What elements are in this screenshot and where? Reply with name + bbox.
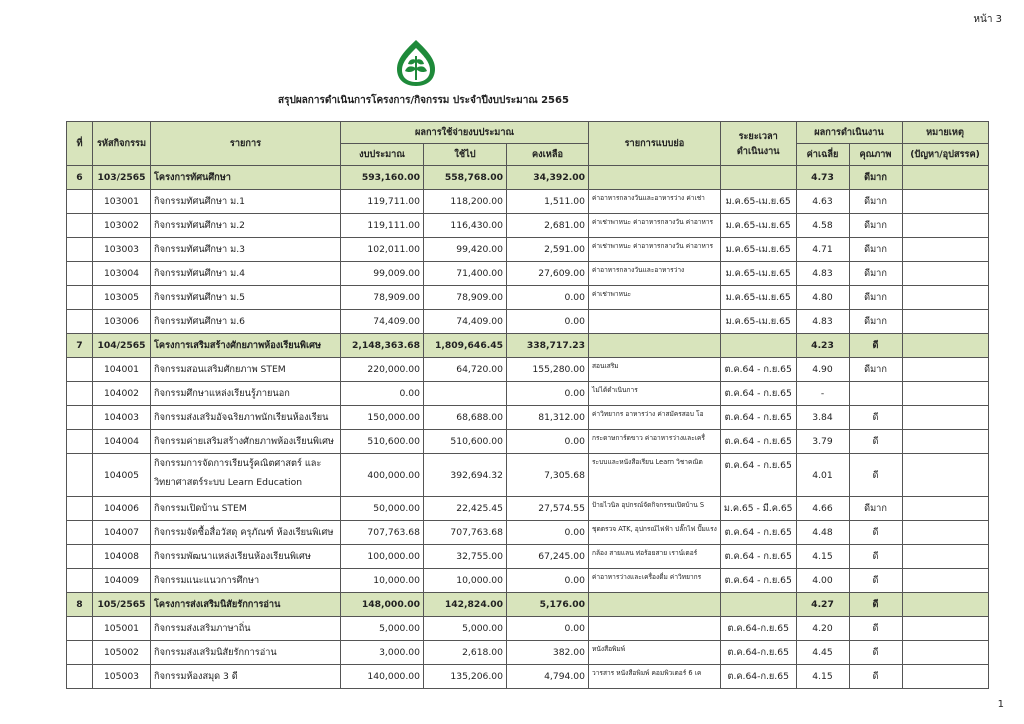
cell-name: กิจกรรมส่งเสริมอัจฉริยภาพนักเรียนห้องเรียน	[151, 406, 341, 430]
cell-name: กิจกรรมสอนเสริมศักยภาพ STEM	[151, 358, 341, 382]
header-period	[720, 122, 796, 166]
cell-note	[902, 334, 988, 358]
cell-note	[902, 238, 988, 262]
cell-budget: 3,000.00	[341, 641, 424, 665]
cell-name: กิจกรรมทัศนศึกษา ม.4	[151, 262, 341, 286]
cell-remain: 67,245.00	[507, 545, 589, 569]
cell-no	[67, 358, 93, 382]
activity-row	[67, 190, 989, 214]
cell-period: ต.ค.64 - ก.ย.65	[720, 545, 796, 569]
cell-code: 105003	[93, 665, 151, 689]
cell-quality: ดีมาก	[849, 497, 902, 521]
cell-quality: ดี	[849, 617, 902, 641]
page-title: สรุปผลการดำเนินการโครงการ/กิจกรรม ประจำปีงบประมาณ 2565	[278, 95, 569, 106]
cell-name: โครงการเสริมสร้างศักยภาพห้องเรียนพิเศษ	[151, 334, 341, 358]
cell-code: 104007	[93, 521, 151, 545]
cell-period: ม.ค.65-เม.ย.65	[720, 310, 796, 334]
cell-period: ม.ค.65-เม.ย.65	[720, 190, 796, 214]
cell-summary	[589, 334, 721, 358]
cell-budget: 10,000.00	[341, 569, 424, 593]
cell-summary	[589, 310, 721, 334]
cell-avg: 4.23	[796, 334, 849, 358]
cell-code: 105001	[93, 617, 151, 641]
cell-no	[67, 454, 93, 497]
cell-period: ต.ค.64 - ก.ย.65	[720, 358, 796, 382]
cell-note	[902, 617, 988, 641]
cell-name: กิจกรรมค่ายเสริมสร้างศักยภาพห้องเรียนพิเศษ	[151, 430, 341, 454]
cell-remain: 155,280.00	[507, 358, 589, 382]
cell-budget: 100,000.00	[341, 545, 424, 569]
cell-code: 104/2565	[93, 334, 151, 358]
cell-remain: 0.00	[507, 569, 589, 593]
cell-period: ต.ค.64 - ก.ย.65	[720, 454, 796, 497]
cell-avg: 4.71	[796, 238, 849, 262]
cell-avg: 3.84	[796, 406, 849, 430]
cell-note	[902, 593, 988, 617]
cell-summary: ป้ายไวนิล อุปกรณ์จัดกิจกรรมเปิดบ้าน S	[589, 497, 721, 521]
cell-period: ต.ค.64 - ก.ย.65	[720, 382, 796, 406]
cell-spent: 392,694.32	[424, 454, 507, 497]
cell-note	[902, 262, 988, 286]
activity-row	[67, 665, 989, 689]
cell-spent: 99,420.00	[424, 238, 507, 262]
cell-remain: 5,176.00	[507, 593, 589, 617]
cell-summary: หนังสือพิมพ์	[589, 641, 721, 665]
cell-spent: 135,206.00	[424, 665, 507, 689]
cell-quality: ดีมาก	[849, 214, 902, 238]
cell-remain: 34,392.00	[507, 166, 589, 190]
cell-period: ต.ค.64-ก.ย.65	[720, 617, 796, 641]
activity-row	[67, 521, 989, 545]
activity-row	[67, 310, 989, 334]
cell-summary: ค่าอาหารกลางวันและอาหารว่าง	[589, 262, 721, 286]
cell-note	[902, 406, 988, 430]
corner-mark: 1	[997, 699, 1004, 710]
cell-avg: 4.45	[796, 641, 849, 665]
cell-remain: 2,591.00	[507, 238, 589, 262]
activity-row	[67, 641, 989, 665]
cell-spent: 68,688.00	[424, 406, 507, 430]
cell-summary	[589, 617, 721, 641]
cell-quality: ดี	[849, 665, 902, 689]
cell-summary: ค่าเช่าพาหนะ ค่าอาหารกลางวัน ค่าอาหาร	[589, 238, 721, 262]
cell-no	[67, 617, 93, 641]
cell-name: กิจกรรมจัดซื้อสื่อวัสดุ ครุภัณฑ์ ห้องเรียนพิเศษ	[151, 521, 341, 545]
cell-avg: 4.83	[796, 310, 849, 334]
cell-note	[902, 454, 988, 497]
cell-remain: 27,574.55	[507, 497, 589, 521]
cell-avg: -	[796, 382, 849, 406]
cell-note	[902, 665, 988, 689]
cell-spent: 2,618.00	[424, 641, 507, 665]
cell-budget: 78,909.00	[341, 286, 424, 310]
cell-quality: ดีมาก	[849, 358, 902, 382]
cell-budget: 74,409.00	[341, 310, 424, 334]
header-spent: ใช้ไป	[424, 144, 507, 166]
cell-budget: 220,000.00	[341, 358, 424, 382]
activity-row	[67, 569, 989, 593]
cell-avg: 4.15	[796, 545, 849, 569]
cell-quality: ดีมาก	[849, 190, 902, 214]
header-period-line2: ดำเนินงาน	[736, 145, 780, 157]
activity-row	[67, 382, 989, 406]
activity-row	[67, 286, 989, 310]
header-result-group: ผลการดำเนินงาน	[796, 122, 902, 144]
cell-avg: 4.27	[796, 593, 849, 617]
cell-note	[902, 214, 988, 238]
cell-budget: 50,000.00	[341, 497, 424, 521]
cell-quality: ดีมาก	[849, 286, 902, 310]
cell-code: 104008	[93, 545, 151, 569]
cell-summary	[589, 166, 721, 190]
cell-quality: ดี	[849, 406, 902, 430]
cell-quality: ดีมาก	[849, 310, 902, 334]
header-summary: รายการแบบย่อ	[589, 122, 721, 166]
header-period-line1: ระยะเวลา	[738, 130, 778, 142]
cell-name: กิจกรรมทัศนศึกษา ม.5	[151, 286, 341, 310]
cell-note	[902, 358, 988, 382]
cell-remain: 0.00	[507, 310, 589, 334]
header-budget-group: ผลการใช้จ่ายงบประมาณ	[341, 122, 589, 144]
header-code: รหัสกิจกรรม	[93, 122, 151, 166]
cell-no	[67, 310, 93, 334]
cell-no: 8	[67, 593, 93, 617]
cell-spent: 32,755.00	[424, 545, 507, 569]
cell-code: 104003	[93, 406, 151, 430]
cell-budget: 0.00	[341, 382, 424, 406]
cell-code: 103006	[93, 310, 151, 334]
project-row	[67, 593, 989, 617]
cell-name-line2: วิทยาศาสตร์ระบบ Learn Education	[154, 477, 303, 488]
cell-summary: ค่าเช่าพาหนะ	[589, 286, 721, 310]
cell-summary: ค่าอาหารว่างและเครื่องดื่ม ค่าวิทยากร	[589, 569, 721, 593]
cell-avg: 4.15	[796, 665, 849, 689]
activity-row	[67, 406, 989, 430]
cell-code: 105/2565	[93, 593, 151, 617]
school-logo-icon	[393, 38, 439, 88]
project-row	[67, 166, 989, 190]
cell-avg: 4.20	[796, 617, 849, 641]
header-remain: คงเหลือ	[507, 144, 589, 166]
cell-note	[902, 166, 988, 190]
cell-budget: 140,000.00	[341, 665, 424, 689]
activity-row	[67, 214, 989, 238]
cell-no	[67, 214, 93, 238]
cell-summary: กระดาษการ์ดขาว ค่าอาหารว่างและเครื่	[589, 430, 721, 454]
cell-avg: 3.79	[796, 430, 849, 454]
cell-remain: 27,609.00	[507, 262, 589, 286]
cell-name: กิจกรรมส่งเสริมนิสัยรักการอ่าน	[151, 641, 341, 665]
header-item: รายการ	[151, 122, 341, 166]
cell-period: ต.ค.64-ก.ย.65	[720, 641, 796, 665]
cell-name: กิจกรรมพัฒนาแหล่งเรียนห้องเรียนพิเศษ	[151, 545, 341, 569]
cell-remain: 1,511.00	[507, 190, 589, 214]
cell-remain: 2,681.00	[507, 214, 589, 238]
cell-quality	[849, 382, 902, 406]
cell-quality: ดี	[849, 334, 902, 358]
cell-summary: ไม่ได้ดำเนินการ	[589, 382, 721, 406]
cell-code: 104004	[93, 430, 151, 454]
cell-budget: 148,000.00	[341, 593, 424, 617]
cell-summary: สอนเสริม	[589, 358, 721, 382]
cell-note	[902, 545, 988, 569]
cell-avg: 4.00	[796, 569, 849, 593]
cell-budget: 119,111.00	[341, 214, 424, 238]
cell-code: 104001	[93, 358, 151, 382]
cell-spent: 71,400.00	[424, 262, 507, 286]
cell-spent: 558,768.00	[424, 166, 507, 190]
cell-quality: ดีมาก	[849, 238, 902, 262]
cell-note	[902, 286, 988, 310]
cell-budget: 102,011.00	[341, 238, 424, 262]
cell-spent: 10,000.00	[424, 569, 507, 593]
cell-remain: 81,312.00	[507, 406, 589, 430]
cell-name: กิจกรรมทัศนศึกษา ม.1	[151, 190, 341, 214]
cell-quality: ดี	[849, 521, 902, 545]
cell-no	[67, 665, 93, 689]
cell-remain: 338,717.23	[507, 334, 589, 358]
cell-quality: ดี	[849, 545, 902, 569]
cell-summary: ค่าอาหารกลางวันและอาหารว่าง ค่าเช่า	[589, 190, 721, 214]
cell-remain: 0.00	[507, 382, 589, 406]
cell-spent: 118,200.00	[424, 190, 507, 214]
cell-period: ต.ค.64 - ก.ย.65	[720, 430, 796, 454]
cell-name	[151, 454, 341, 497]
cell-note	[902, 521, 988, 545]
cell-quality: ดีมาก	[849, 262, 902, 286]
cell-budget: 5,000.00	[341, 617, 424, 641]
cell-remain: 0.00	[507, 430, 589, 454]
cell-no	[67, 406, 93, 430]
cell-code: 104009	[93, 569, 151, 593]
cell-avg: 4.01	[796, 454, 849, 497]
cell-spent: 74,409.00	[424, 310, 507, 334]
cell-note	[902, 497, 988, 521]
activity-row	[67, 545, 989, 569]
cell-quality: ดี	[849, 430, 902, 454]
cell-spent: 142,824.00	[424, 593, 507, 617]
cell-no: 7	[67, 334, 93, 358]
cell-name-line1: กิจกรรมการจัดการเรียนรู้คณิตศาสตร์ และ	[154, 458, 322, 469]
cell-avg: 4.63	[796, 190, 849, 214]
cell-code: 103002	[93, 214, 151, 238]
cell-remain: 0.00	[507, 521, 589, 545]
cell-spent	[424, 382, 507, 406]
cell-no	[67, 286, 93, 310]
cell-budget: 707,763.68	[341, 521, 424, 545]
results-table	[66, 121, 989, 689]
page-number: หน้า 3	[973, 14, 1002, 25]
cell-period: ต.ค.64 - ก.ย.65	[720, 521, 796, 545]
cell-period: ม.ค.65-เม.ย.65	[720, 286, 796, 310]
cell-name: กิจกรรมทัศนศึกษา ม.6	[151, 310, 341, 334]
cell-summary: ระบบและหนังสือเรียน Learn วิชาคณิต	[589, 454, 721, 497]
activity-row	[67, 358, 989, 382]
cell-quality: ดีมาก	[849, 166, 902, 190]
cell-name: กิจกรรมทัศนศึกษา ม.3	[151, 238, 341, 262]
activity-row	[67, 430, 989, 454]
cell-name: กิจกรรมห้องสมุด 3 ดี	[151, 665, 341, 689]
cell-quality: ดี	[849, 593, 902, 617]
cell-name: โครงการทัศนศึกษา	[151, 166, 341, 190]
cell-avg: 4.73	[796, 166, 849, 190]
cell-remain: 0.00	[507, 617, 589, 641]
cell-name: โครงการส่งเสริมนิสัยรักการอ่าน	[151, 593, 341, 617]
cell-code: 103004	[93, 262, 151, 286]
cell-code: 104006	[93, 497, 151, 521]
cell-no	[67, 430, 93, 454]
cell-no	[67, 497, 93, 521]
activity-row	[67, 262, 989, 286]
cell-avg: 4.58	[796, 214, 849, 238]
activity-row	[67, 497, 989, 521]
cell-no	[67, 641, 93, 665]
cell-summary: ค่าเช่าพาหนะ ค่าอาหารกลางวัน ค่าอาหาร	[589, 214, 721, 238]
cell-period	[720, 166, 796, 190]
cell-period	[720, 334, 796, 358]
cell-no	[67, 238, 93, 262]
cell-budget: 400,000.00	[341, 454, 424, 497]
cell-note	[902, 382, 988, 406]
cell-avg: 4.83	[796, 262, 849, 286]
cell-summary: วารสาร หนังสือพิมพ์ คอมพิวเตอร์ 6 เค	[589, 665, 721, 689]
cell-no	[67, 521, 93, 545]
cell-quality: ดี	[849, 454, 902, 497]
cell-no	[67, 382, 93, 406]
cell-no	[67, 262, 93, 286]
cell-note	[902, 310, 988, 334]
cell-period: ม.ค.65-เม.ย.65	[720, 238, 796, 262]
cell-avg: 4.66	[796, 497, 849, 521]
cell-summary	[589, 593, 721, 617]
cell-summary: กล้อง สายแลน ท่อร้อยสาย เราน์เตอร์	[589, 545, 721, 569]
cell-summary: ค่าวิทยากร อาหารว่าง ค่าสมัครสอบ โอ	[589, 406, 721, 430]
cell-name: กิจกรรมศึกษาแหล่งเรียนรู้ภายนอก	[151, 382, 341, 406]
cell-budget: 2,148,363.68	[341, 334, 424, 358]
cell-period: ต.ค.64 - ก.ย.65	[720, 569, 796, 593]
header-quality: คุณภาพ	[849, 144, 902, 166]
cell-spent: 116,430.00	[424, 214, 507, 238]
cell-code: 104005	[93, 454, 151, 497]
cell-spent: 22,425.45	[424, 497, 507, 521]
cell-spent: 5,000.00	[424, 617, 507, 641]
cell-quality: ดี	[849, 641, 902, 665]
cell-name: กิจกรรมทัศนศึกษา ม.2	[151, 214, 341, 238]
cell-budget: 593,160.00	[341, 166, 424, 190]
cell-remain: 4,794.00	[507, 665, 589, 689]
cell-remain: 0.00	[507, 286, 589, 310]
cell-period: ม.ค.65-เม.ย.65	[720, 262, 796, 286]
cell-avg: 4.80	[796, 286, 849, 310]
cell-period: ม.ค.65-เม.ย.65	[720, 214, 796, 238]
cell-code: 105002	[93, 641, 151, 665]
cell-summary: ชุดตรวจ ATK, อุปกรณ์ไฟฟ้า ปลั๊กไฟ ปั๊มแรง	[589, 521, 721, 545]
cell-code: 103/2565	[93, 166, 151, 190]
cell-period: ต.ค.64-ก.ย.65	[720, 665, 796, 689]
cell-code: 103003	[93, 238, 151, 262]
cell-note	[902, 569, 988, 593]
cell-code: 103005	[93, 286, 151, 310]
cell-remain: 7,305.68	[507, 454, 589, 497]
cell-code: 104002	[93, 382, 151, 406]
cell-name: กิจกรรมแนะแนวการศึกษา	[151, 569, 341, 593]
cell-quality: ดี	[849, 569, 902, 593]
header-note-sub: (ปัญหา/อุปสรรค)	[902, 144, 988, 166]
header-avg: ค่าเฉลี่ย	[796, 144, 849, 166]
cell-avg: 4.48	[796, 521, 849, 545]
cell-spent: 78,909.00	[424, 286, 507, 310]
cell-spent: 1,809,646.45	[424, 334, 507, 358]
cell-spent: 707,763.68	[424, 521, 507, 545]
cell-remain: 382.00	[507, 641, 589, 665]
cell-name: กิจกรรมเปิดบ้าน STEM	[151, 497, 341, 521]
cell-no	[67, 569, 93, 593]
cell-note	[902, 430, 988, 454]
cell-no	[67, 545, 93, 569]
activity-row	[67, 238, 989, 262]
activity-row	[67, 617, 989, 641]
header-note: หมายเหตุ	[902, 122, 988, 144]
cell-no: 6	[67, 166, 93, 190]
cell-period: ต.ค.64 - ก.ย.65	[720, 406, 796, 430]
header-no: ที่	[67, 122, 93, 166]
cell-name: กิจกรรมส่งเสริมภาษาถิ่น	[151, 617, 341, 641]
cell-code: 103001	[93, 190, 151, 214]
cell-note	[902, 641, 988, 665]
cell-spent: 64,720.00	[424, 358, 507, 382]
cell-budget: 99,009.00	[341, 262, 424, 286]
cell-budget: 150,000.00	[341, 406, 424, 430]
cell-budget: 119,711.00	[341, 190, 424, 214]
cell-period: ม.ค.65 - มี.ค.65	[720, 497, 796, 521]
cell-note	[902, 190, 988, 214]
project-row	[67, 334, 989, 358]
cell-budget: 510,600.00	[341, 430, 424, 454]
header-budget: งบประมาณ	[341, 144, 424, 166]
cell-no	[67, 190, 93, 214]
cell-period	[720, 593, 796, 617]
cell-avg: 4.90	[796, 358, 849, 382]
cell-spent: 510,600.00	[424, 430, 507, 454]
activity-row	[67, 454, 989, 497]
